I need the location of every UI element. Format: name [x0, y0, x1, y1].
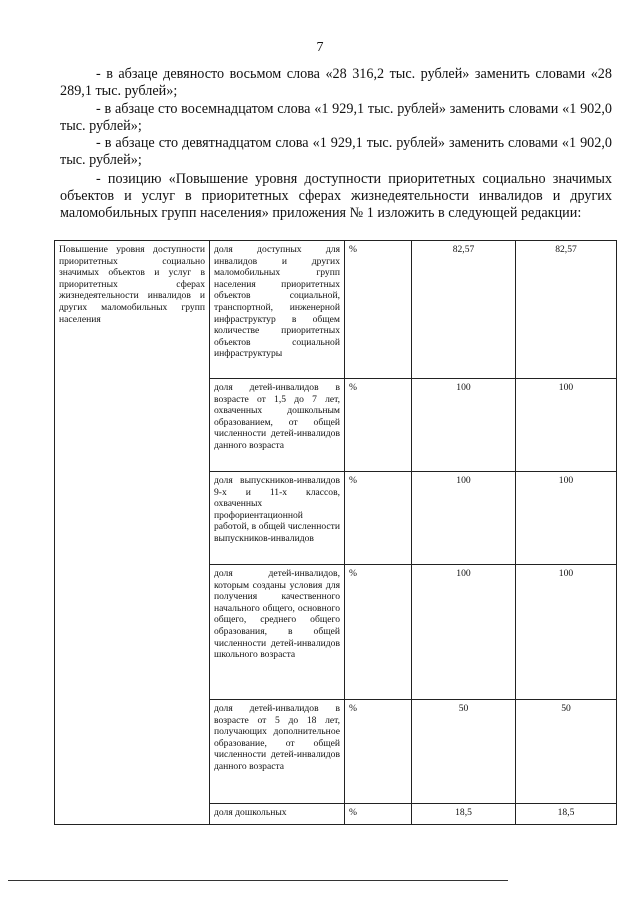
value-cell: 100 — [516, 379, 617, 472]
indicator-text: доля детей-инвалидов, которым созданы условия для получения качественного начального общего, основного общего, среднего общего образования, в общей численности детей-инвалидов школьного возраста — [214, 568, 340, 661]
indicators-table — [54, 240, 617, 825]
indicator-cell — [210, 379, 345, 472]
program-name: Повышение уровня доступности приоритетных социально значимых объектов и услуг в приоритетных сферах жизнедеятельности инвалидов и других маломобильных групп населения — [59, 244, 205, 325]
value-cell: 18,5 — [516, 804, 617, 825]
value-cell: 50 — [412, 700, 516, 804]
value-cell: 100 — [412, 379, 516, 472]
program-name-cell — [55, 241, 210, 825]
indicator-text: доля выпускников-инвалидов 9-х и 11-х классов, охваченных профориентационной работой, в общей численности выпускников-инвалидов — [214, 475, 340, 544]
footer-divider — [8, 880, 508, 881]
paragraph-amend-119: - в абзаце сто девятнадцатом слова «1 929,1 тыс. рублей» заменить словами «1 902,0 тыс. рублей»; — [60, 135, 612, 168]
indicator-cell — [210, 565, 345, 700]
value-cell: 18,5 — [412, 804, 516, 825]
unit-cell: % — [345, 565, 412, 700]
paragraph-amend-118: - в абзаце сто восемнадцатом слова «1 929,1 тыс. рублей» заменить словами «1 902,0 тыс. рублей»; — [60, 101, 612, 134]
value-cell: 82,57 — [412, 241, 516, 379]
indicator-cell — [210, 472, 345, 565]
unit-cell: % — [345, 472, 412, 565]
indicator-text: доля доступных для инвалидов и других маломобильных групп населения приоритетных объектов социальной, транспортной, инженерной инфраструктур в общем количестве приоритетных объектов социальной инфраструктуры — [214, 244, 340, 360]
indicator-text: доля детей-инвалидов в возрасте от 1,5 до 7 лет, охваченных дошкольным образованием, от общей численности детей-инвалидов данного возраста — [214, 382, 340, 451]
value-cell: 82,57 — [516, 241, 617, 379]
value-cell: 100 — [412, 565, 516, 700]
indicator-cell — [210, 700, 345, 804]
value-cell: 100 — [516, 472, 617, 565]
indicator-cell — [210, 804, 345, 825]
paragraph-amend-98: - в абзаце девяносто восьмом слова «28 316,2 тыс. рублей» заменить словами «28 289,1 тыс. рублей»; — [60, 66, 612, 99]
value-cell: 100 — [412, 472, 516, 565]
indicator-text: доля детей-инвалидов в возрасте от 5 до 18 лет, получающих дополнительное образование, от общей численности детей-инвалидов данного возраста — [214, 703, 340, 772]
paragraph-position-amend: - позицию «Повышение уровня доступности приоритетных социально значимых объектов и услуг в приоритетных сферах жизнедеятельности инвалидов и других маломобильных групп населения» приложения № 1 изложить в следующей редакции: — [60, 171, 612, 221]
page-number: 7 — [316, 40, 324, 55]
unit-cell: % — [345, 241, 412, 379]
table-row — [55, 241, 617, 379]
indicator-text: доля дошкольных — [214, 807, 287, 818]
unit-cell: % — [345, 700, 412, 804]
unit-cell: % — [345, 804, 412, 825]
indicator-cell — [210, 241, 345, 379]
unit-cell: % — [345, 379, 412, 472]
value-cell: 50 — [516, 700, 617, 804]
value-cell: 100 — [516, 565, 617, 700]
